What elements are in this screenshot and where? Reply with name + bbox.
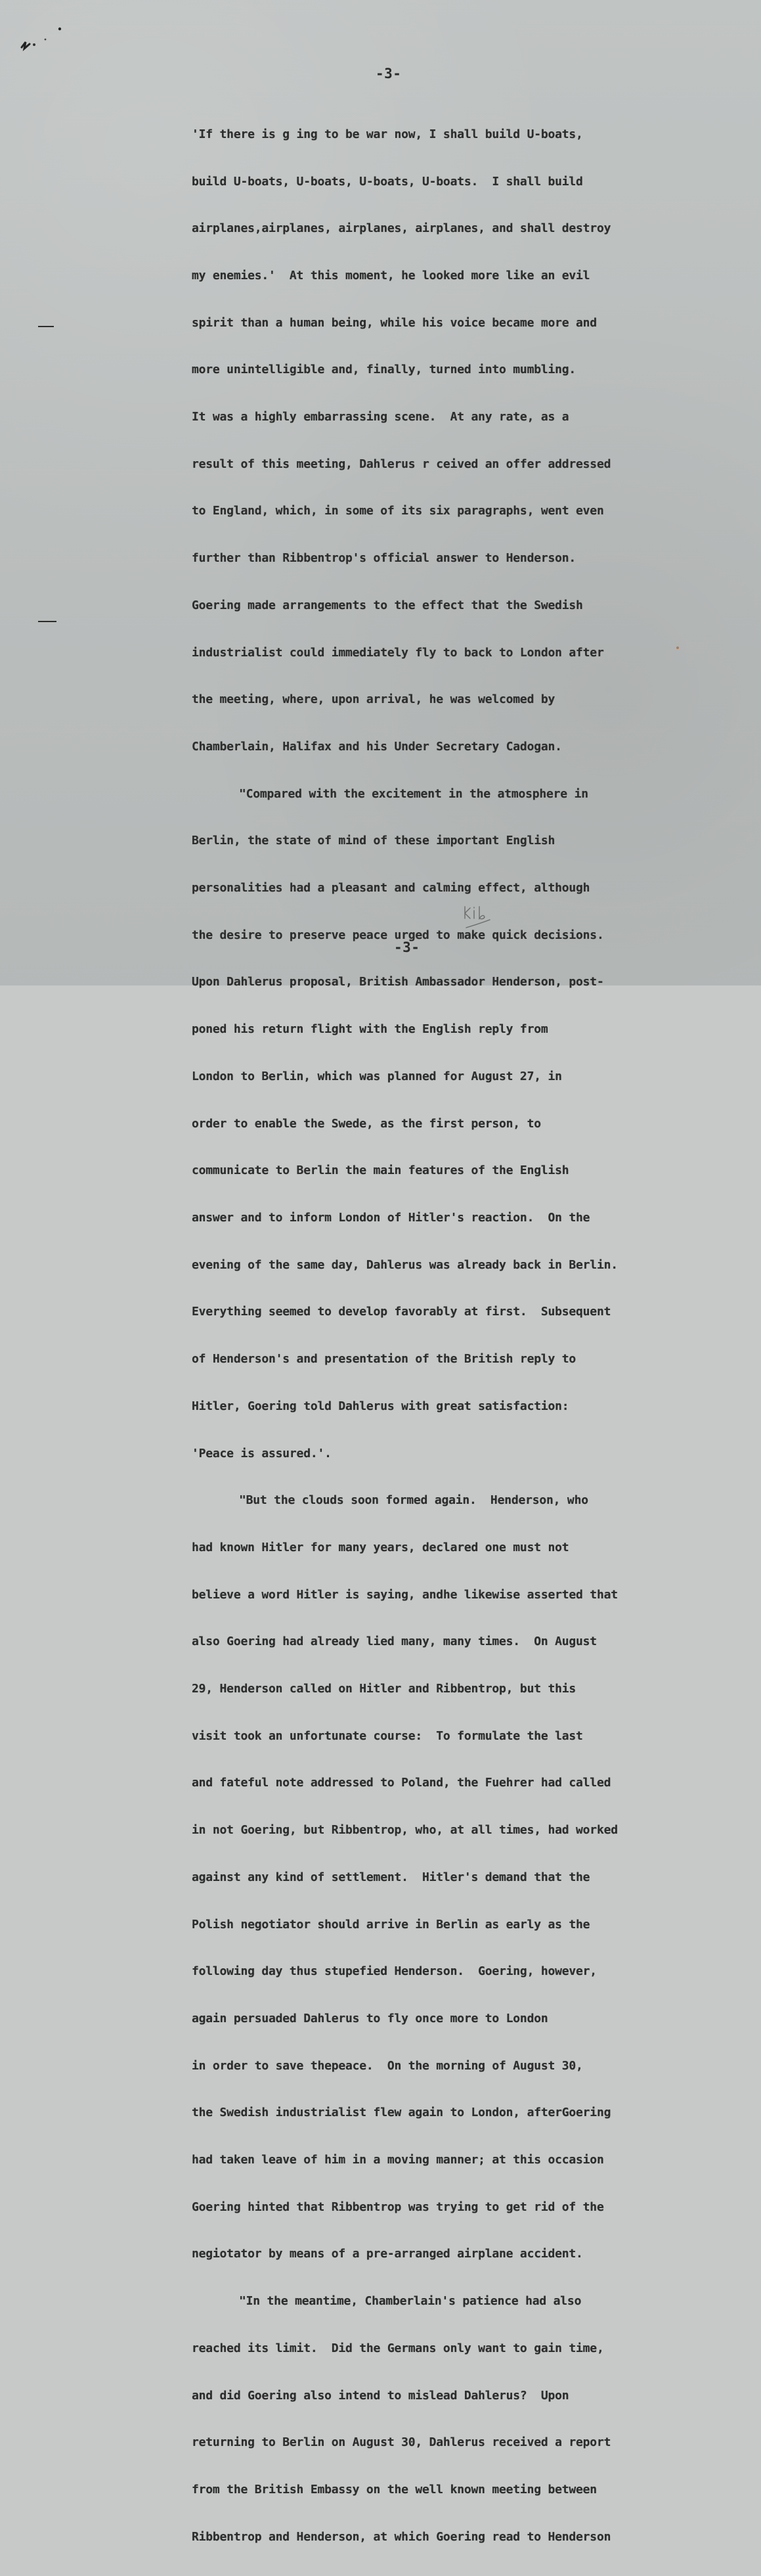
text-line: Polish negotiator should arrive in Berlin as early as the [192,1917,590,1932]
text-line: Ribbentrop and Henderson, at which Goering read to Henderson [192,2529,611,2544]
corner-ink-marks [16,26,76,59]
text-line: Hitler, Goering told Dahlerus with great satisfaction: [192,1399,569,1413]
text-line: following day thus stupefied Henderson. Goering, however, [192,1964,597,1979]
text-line: communicate to Berlin the main features of the English [192,1164,569,1178]
text-line: order to enable the Swede, as the first person, to [192,1116,541,1131]
text-line: to England, which, in some of its six paragraphs, went even [192,504,604,518]
text-line: reached its limit. Did the Germans only want to gain time, [192,2341,604,2355]
text-line: more unintelligible and, finally, turned into mumbling. [192,363,576,377]
text-line: again persuaded Dahlerus to fly once more to London [192,2011,548,2025]
text-line: visit took an unfortunate course: To formulate the last [192,1729,583,1743]
text-line: Goering hinted that Ribbentrop was trying to get rid of the [192,2200,604,2214]
text-line: Everything seemed to develop favorably at first. Subsequent [192,1305,611,1319]
text-line: the meeting, where, upon arrival, he was welcomed by [192,692,555,707]
text-line: industrialist could immediately fly to back to London after [192,645,604,660]
page-number-bottom: -3- [394,939,420,955]
text-line: believe a word Hitler is saying, andhe likewise asserted that [192,1587,618,1602]
text-line: negiotator by means of a pre-arranged airplane accident. [192,2247,583,2261]
paragraph-start-line: "In the meantime, Chamberlain's patience had also [239,2294,582,2309]
text-line: from the British Embassy on the well known meeting between [192,2482,597,2497]
text-line: London to Berlin, which was planned for August 27, in [192,1069,562,1083]
text-line: build U-boats, U-boats, U-boats, U-boats. I shall build [192,174,583,189]
text-line: poned his return flight with the English reply from [192,1022,548,1037]
text-line: answer and to inform London of Hitler's reaction. On the [192,1210,590,1225]
text-line: against any kind of settlement. Hitler's demand that the [192,1870,590,1884]
text-line: and did Goering also intend to mislead Dahlerus? Upon [192,2388,569,2403]
text-line: It was a highly embarrassing scene. At any rate, as a [192,410,569,424]
text-line: 'Peace is assured.'. [192,1446,332,1460]
text-line: evening of the same day, Dahlerus was already back in Berlin. [192,1257,618,1272]
text-line: of Henderson's and presentation of the British reply to [192,1352,576,1367]
text-line: further than Ribbentrop's official answer to Henderson. [192,551,576,566]
text-line: also Goering had already lied many, many times. On August [192,1635,597,1649]
text-line: result of this meeting, Dahlerus r ceived an offer addressed [192,457,611,471]
text-line: Upon Dahlerus proposal, British Ambassador Henderson, post- [192,975,604,989]
text-line: the desire to preserve peace urged to make quick decisions. [192,928,604,942]
paragraph-start-line: "But the clouds soon formed again. Henderson, who [239,1493,588,1508]
text-line: Goering made arrangements to the effect that the Swedish [192,598,583,612]
page-number-top: -3- [376,66,402,81]
text-line: Chamberlain, Halifax and his Under Secretary Cadogan. [192,739,562,754]
text-line: personalities had a pleasant and calming effect, although [192,881,590,895]
margin-mark [38,621,56,622]
paragraph-start-line: "Compared with the excitement in the atmosphere in [239,786,588,801]
text-line: my enemies.' At this moment, he looked more like an evil [192,268,590,282]
text-line: 'If there is g ing to be war now, I shall build U-boats, [192,127,583,141]
text-line: had taken leave of him in a moving manner; at this occasion [192,2153,604,2167]
typewritten-body [192,95,681,2576]
margin-mark [38,326,54,327]
handwritten-initials [460,904,506,930]
text-line: had known Hitler for many years, declared one must not [192,1540,569,1554]
text-line: airplanes,airplanes, airplanes, airplanes, and shall destroy [192,221,611,236]
text-line: the Swedish industrialist flew again to London, afterGoering [192,2106,611,2120]
text-line: in not Goering, but Ribbentrop, who, at all times, had worked [192,1823,618,1838]
text-line: returning to Berlin on August 30, Dahlerus received a report [192,2435,611,2450]
text-line: 29, Henderson called on Hitler and Ribbentrop, but this [192,1682,576,1696]
text-line: Berlin, the state of mind of these important English [192,834,555,848]
text-line: spirit than a human being, while his voice became more and [192,315,597,330]
text-line: and fateful note addressed to Poland, the Fuehrer had called [192,1776,611,1790]
text-line: in order to save thepeace. On the morning of August 30, [192,2058,583,2073]
